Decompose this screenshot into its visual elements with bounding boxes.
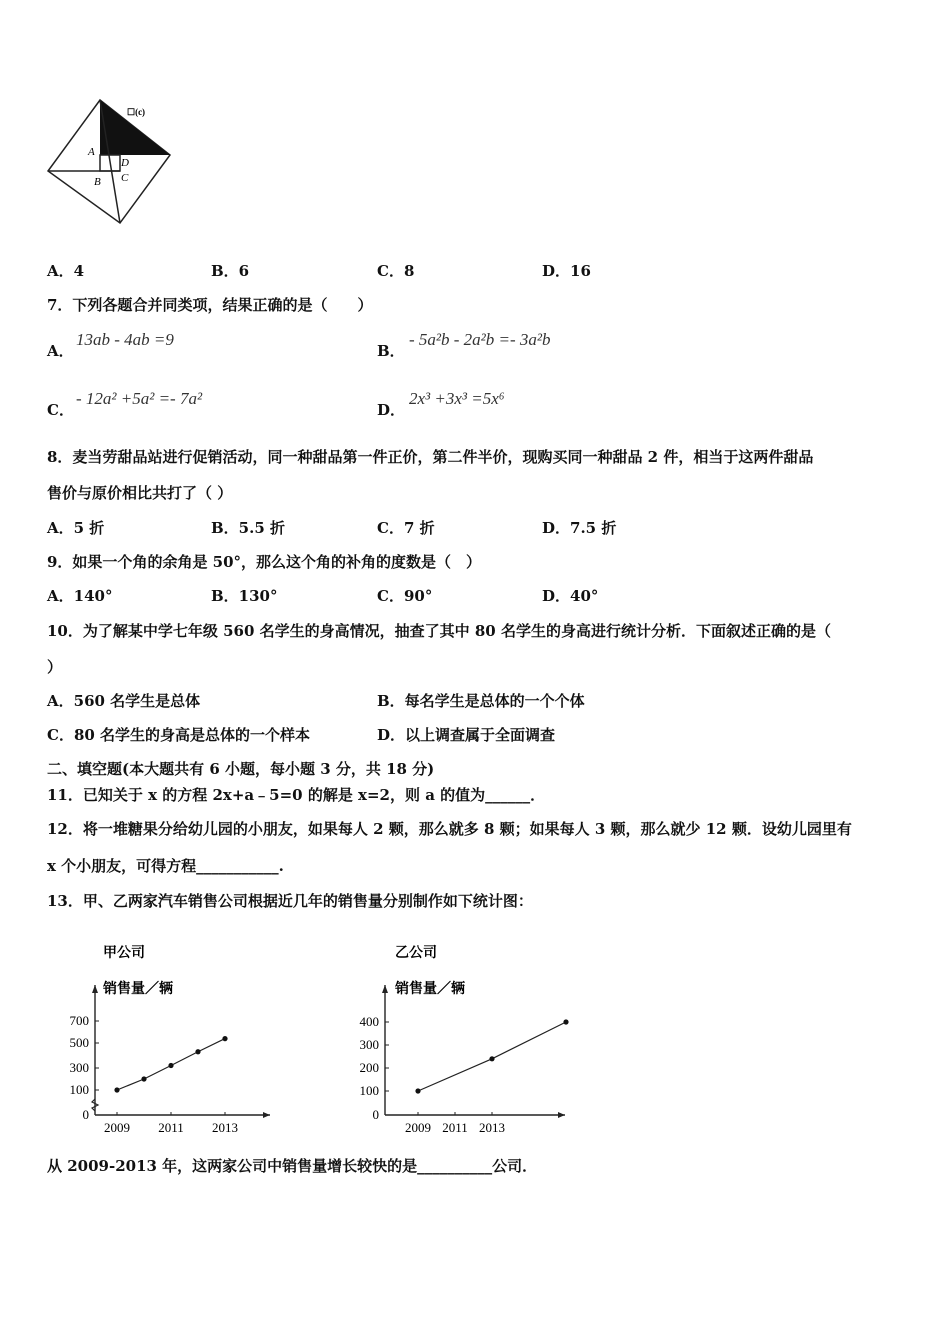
q7-option-c-label: C．: [47, 401, 74, 419]
q7-option-d-expr: 2x³ +3x³ =5x⁶: [409, 389, 505, 408]
q10-option-d: D．以上调查属于全面调查: [377, 726, 556, 744]
q8-option-b: B．5.5 折: [211, 519, 285, 537]
y-tick-label: 300: [69, 1060, 89, 1075]
q10-option-c: C．80 名学生的身高是总体的一个样本: [47, 726, 311, 744]
chart-jia: [55, 935, 285, 1140]
q6-option-b: B．6: [211, 262, 250, 280]
q8-option-a: A．5 折: [47, 519, 105, 537]
y-tick-label: 500: [69, 1035, 89, 1050]
label-b: B: [94, 176, 101, 188]
q7-option-c-expr: - 12a² +5a² =- 7a²: [76, 389, 203, 408]
q8-stem-line2: 售价与原价相比共打了（ ）: [47, 484, 233, 502]
y-tick-label: 200: [359, 1060, 379, 1075]
x-tick-label: 2009: [405, 1120, 431, 1135]
chart-ylabel: 销售量／辆: [103, 981, 173, 997]
q7-option-d-label: D．: [377, 401, 406, 419]
q12-line1: 12．将一堆糖果分给幼儿园的小朋友，如果每人 2 颗，那么就多 8 颗；如果每人 3 颗，那么就少 12 颗．设幼儿园里有: [47, 820, 852, 838]
q13-conclusion: 从 2009-2013 年，这两家公司中销售量增长较快的是__________公司．: [47, 1157, 538, 1175]
q10-stem-line1: 10．为了解某中学七年级 560 名学生的身高情况，抽查了其中 80 名学生的身高进行统计分析．下面叙述正确的是（: [47, 622, 831, 640]
y-axis-arrow: [92, 985, 98, 993]
data-point: [195, 1049, 200, 1054]
q7-option-b-label: B．: [377, 342, 405, 360]
y-tick-label: 100: [69, 1082, 89, 1097]
data-point: [168, 1063, 173, 1068]
q6-option-d: D．16: [542, 262, 591, 280]
q7-option-a-label: A．: [47, 342, 74, 360]
q9-option-d: D．40°: [542, 587, 599, 605]
y-axis-arrow: [382, 985, 388, 993]
x-tick-label: 2013: [479, 1120, 505, 1135]
q7-option-b-expr: - 5a²b - 2a²b =- 3a²b: [409, 330, 551, 349]
label-d: D: [121, 157, 129, 169]
q7-option-a-expr: 13ab - 4ab =9: [76, 330, 174, 349]
q10-option-a: A．560 名学生是总体: [47, 692, 201, 710]
label-c: C: [121, 172, 129, 184]
x-tick-label: 2011: [158, 1120, 184, 1135]
label-sq: ☐(c): [127, 107, 146, 117]
chart-yi: [345, 935, 575, 1140]
q8-stem-line1: 8．麦当劳甜品站进行促销活动，同一种甜品第一件正价，第二件半价，现购买同一种甜品 2 件，相当于这两件甜品: [47, 448, 814, 466]
y-tick-label: 700: [69, 1013, 89, 1028]
q13-stem: 13．甲、乙两家汽车销售公司根据近几年的销售量分别制作如下统计图：: [47, 892, 533, 910]
q8-option-d: D．7.5 折: [542, 519, 617, 537]
y-tick-label: 0: [82, 1107, 89, 1122]
q10-option-b: B．每名学生是总体的一个个体: [377, 692, 585, 710]
chart-title: 乙公司: [395, 945, 437, 961]
section2-heading: 二、填空题(本大题共有 6 小题，每小题 3 分，共 18 分): [47, 760, 435, 778]
data-point: [114, 1087, 119, 1092]
y-tick-label: 400: [359, 1014, 379, 1029]
q10-stem-line2: ）: [47, 658, 63, 676]
geometry-figure: [40, 95, 180, 230]
q8-option-c: C．7 折: [377, 519, 435, 537]
data-point: [141, 1076, 146, 1081]
chart-ylabel: 销售量／辆: [395, 981, 465, 997]
q6-option-c: C．8: [377, 262, 415, 280]
q9-option-b: B．130°: [211, 587, 278, 605]
x-tick-label: 2009: [104, 1120, 130, 1135]
label-a: A: [88, 146, 95, 158]
x-tick-label: 2011: [442, 1120, 468, 1135]
chart-title: 甲公司: [103, 945, 145, 961]
data-point: [563, 1019, 568, 1024]
y-tick-label: 0: [372, 1107, 379, 1122]
x-tick-label: 2013: [212, 1120, 238, 1135]
q11-text: 11．已知关于 x 的方程 2x+a﹣5=0 的解是 x=2，则 a 的值为______．: [47, 786, 546, 804]
q9-stem: 9．如果一个角的余角是 50°，那么这个角的补角的度数是（ ）: [47, 553, 482, 571]
q7-stem: 7．下列各题合并同类项，结果正确的是（ ）: [47, 296, 373, 314]
y-tick-label: 300: [359, 1037, 379, 1052]
y-tick-label: 100: [359, 1083, 379, 1098]
data-point: [222, 1036, 227, 1041]
data-point: [489, 1056, 494, 1061]
q6-option-a: A．4: [47, 262, 85, 280]
q9-option-a: A．140°: [47, 587, 113, 605]
q12-line2: x 个小朋友，可得方程___________.: [47, 857, 284, 875]
x-axis-arrow: [558, 1112, 565, 1118]
x-axis-arrow: [263, 1112, 270, 1118]
data-point: [415, 1088, 420, 1093]
q9-option-c: C．90°: [377, 587, 433, 605]
